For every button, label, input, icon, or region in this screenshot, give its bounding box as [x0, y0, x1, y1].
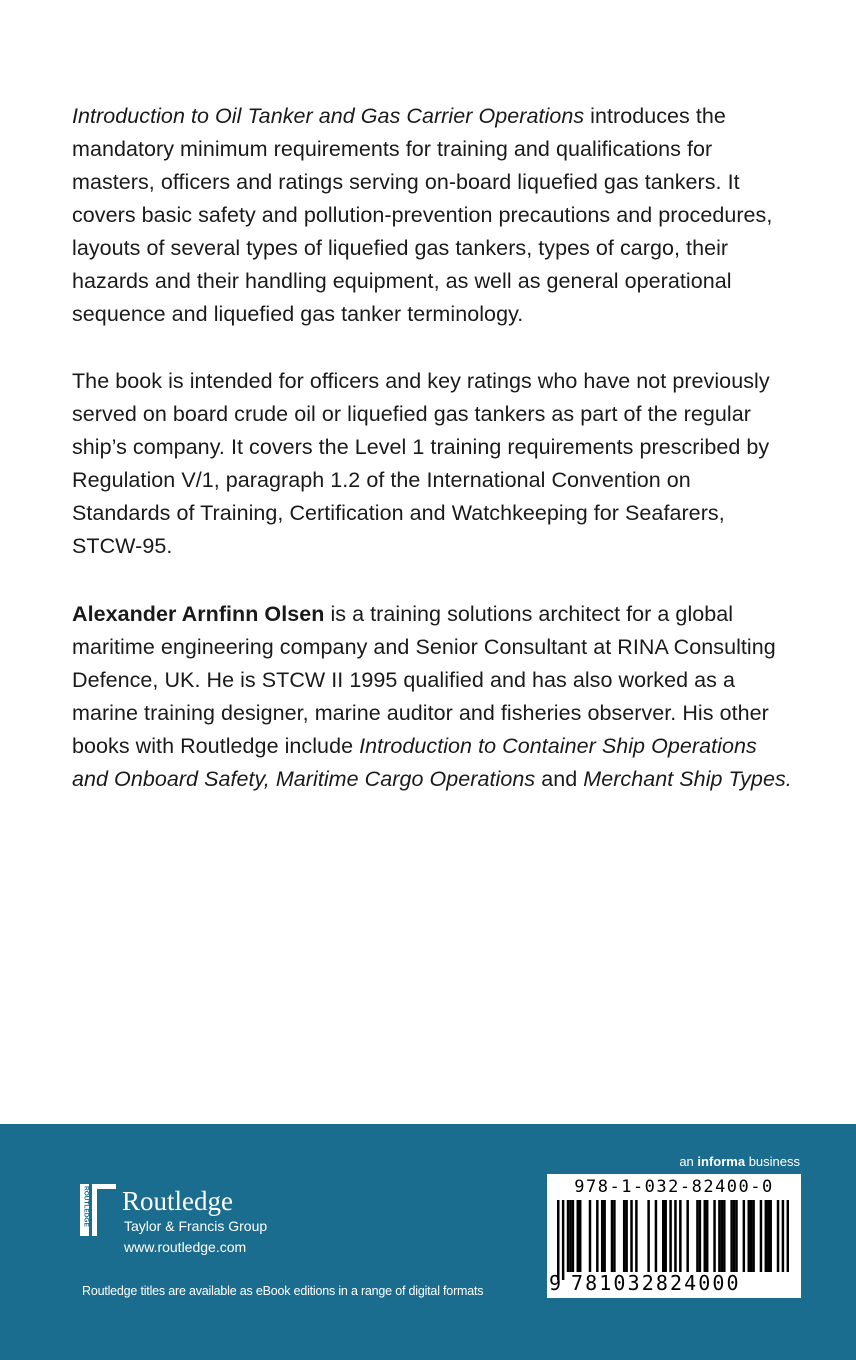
informa-prefix: an — [679, 1154, 698, 1169]
barcode-bar — [767, 1200, 769, 1272]
barcode-bar — [696, 1200, 698, 1272]
book-title: Introduction to Oil Tanker and Gas Carrier Operations — [72, 104, 585, 128]
barcode-bar — [743, 1200, 745, 1272]
isbn-digit-groups: 781032824000 — [569, 1272, 797, 1294]
barcode-bar — [603, 1200, 605, 1272]
author-bio-paragraph — [72, 598, 792, 796]
barcode-bar — [760, 1200, 762, 1272]
informa-brand: informa — [697, 1154, 746, 1169]
back-cover-text — [72, 100, 792, 831]
barcode-bar — [635, 1200, 637, 1272]
barcode-bar — [596, 1200, 598, 1272]
description-paragraph-1 — [72, 100, 792, 331]
barcode-bar — [625, 1200, 627, 1272]
barcode-bar — [704, 1200, 706, 1272]
barcode-bar — [630, 1200, 632, 1272]
other-book-1: Introduction to Container Ship Operations and Onboard Safety, — [72, 734, 757, 791]
barcode-bar — [721, 1200, 723, 1272]
isbn-barcode — [547, 1174, 801, 1298]
publisher-url: www.routledge.com — [124, 1239, 247, 1255]
barcode-bar — [664, 1200, 666, 1272]
barcode-bar — [747, 1200, 749, 1272]
barcode-bar — [674, 1200, 676, 1280]
barcode-bar — [669, 1200, 671, 1280]
publisher-group: Taylor & Francis Group — [124, 1218, 268, 1234]
barcode-bar — [623, 1200, 625, 1272]
separator-2: and — [535, 767, 584, 791]
barcode-bar — [579, 1200, 581, 1272]
other-book-3: Merchant Ship Types. — [583, 767, 792, 791]
barcode-bar — [567, 1200, 569, 1272]
other-book-2: Maritime Cargo Operations — [275, 767, 536, 791]
barcode-bar — [589, 1200, 591, 1272]
barcode-bar — [662, 1200, 664, 1272]
informa-suffix: business — [745, 1154, 800, 1169]
barcode-bar — [718, 1200, 720, 1272]
description-text-1: introduces the mandatory minimum requirements for training and qualifications for masters, officers and ratings serving on-board liquefied gas tankers. It covers basic safety and pollution-prevention precautions and procedures, layouts of several types of liquefied gas tankers, types of cargo, their hazards and their handling equipment, as well as general operational sequence and liquefied gas tanker terminology. — [72, 104, 773, 326]
barcode-bar — [713, 1200, 715, 1272]
barcode-bar — [686, 1200, 688, 1272]
barcode-bar — [787, 1200, 789, 1280]
barcode-bar — [569, 1200, 571, 1272]
barcode-bar — [730, 1200, 732, 1272]
barcode-bar — [613, 1200, 615, 1272]
barcode-bar — [706, 1200, 708, 1272]
barcode-bar — [769, 1200, 771, 1272]
isbn-lead-digit: 9 — [549, 1271, 562, 1295]
barcode-bar — [572, 1200, 574, 1272]
barcode-bar — [611, 1200, 613, 1272]
barcode-bar — [562, 1200, 564, 1280]
barcode-bar — [699, 1200, 701, 1272]
barcode-bar — [647, 1200, 649, 1272]
author-bio: is a training solutions architect for a global maritime engineering company and Senior Consultant at RINA Consulting Defence, UK. He is STCW II 1995 qualified and has also worked as a marine training designer, marine auditor and fisheries observer. His other books with Routledge include — [72, 602, 776, 758]
barcode-bar — [655, 1200, 657, 1272]
barcode-bar — [735, 1200, 737, 1272]
barcode-bar — [723, 1200, 725, 1272]
barcode-bar — [557, 1200, 559, 1280]
barcode-bar — [733, 1200, 735, 1272]
barcode-bar — [679, 1200, 681, 1272]
barcode-bar — [577, 1200, 579, 1272]
description-paragraph-2: The book is intended for officers and key ratings who have not previously served on board crude oil or liquefied gas tankers as part of the regular ship’s company. It covers the Level 1 training requirements prescribed by Regulation V/1, paragraph 1.2 of the International Convention on Standards of Training, Certification and Watchkeeping for Seafarers, STCW-95. — [72, 369, 770, 558]
routledge-mark-icon — [80, 1184, 116, 1236]
author-name: Alexander Arnfinn Olsen — [72, 602, 325, 626]
barcode-bar — [750, 1200, 752, 1272]
publisher-name: Routledge — [122, 1186, 233, 1216]
barcode-bar — [765, 1200, 767, 1272]
mark-text: ROUTLEDGE — [82, 1186, 90, 1227]
informa-tagline — [679, 1154, 800, 1170]
barcode-bar — [601, 1200, 603, 1272]
publisher-footer — [0, 1124, 856, 1360]
ebook-note: Routledge titles are available as eBook editions in a range of digital formats — [82, 1284, 484, 1298]
barcode-bars — [557, 1200, 789, 1280]
barcode-bar — [752, 1200, 754, 1272]
barcode-bar — [777, 1200, 779, 1272]
barcode-bar — [782, 1200, 784, 1280]
isbn-hyphenated: 978-1-032-82400-0 — [574, 1177, 774, 1197]
